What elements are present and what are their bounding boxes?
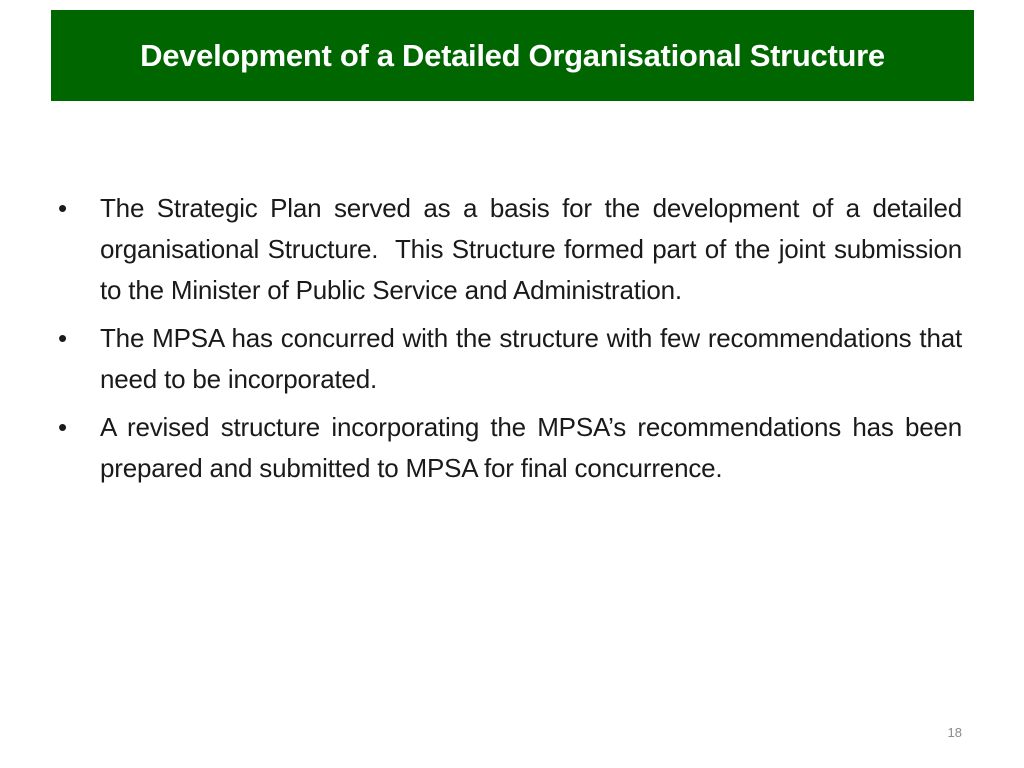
bullet-icon: • [58,323,67,353]
bullet-icon: • [58,193,67,223]
bullet-list [58,188,962,496]
title-bar [51,10,974,101]
bullet-icon: • [58,412,67,442]
slide-title: Development of a Detailed Organisational Structure [140,37,885,73]
bullet-text: The MPSA has concurred with the structure with few recommendations that need to be incorporated. [100,323,962,394]
page-number: 18 [947,725,962,740]
bullet-item [58,188,962,311]
bullet-item [58,318,962,400]
bullet-text: The Strategic Plan served as a basis for the development of a detailed organisational Structure. This Structure formed part of the joint submission to the Minister of Public Service and Administration. [100,193,962,305]
bullet-text: A revised structure incorporating the MPSA’s recommendations has been prepared and submitted to MPSA for final concurrence. [100,412,962,483]
bullet-item [58,407,962,489]
